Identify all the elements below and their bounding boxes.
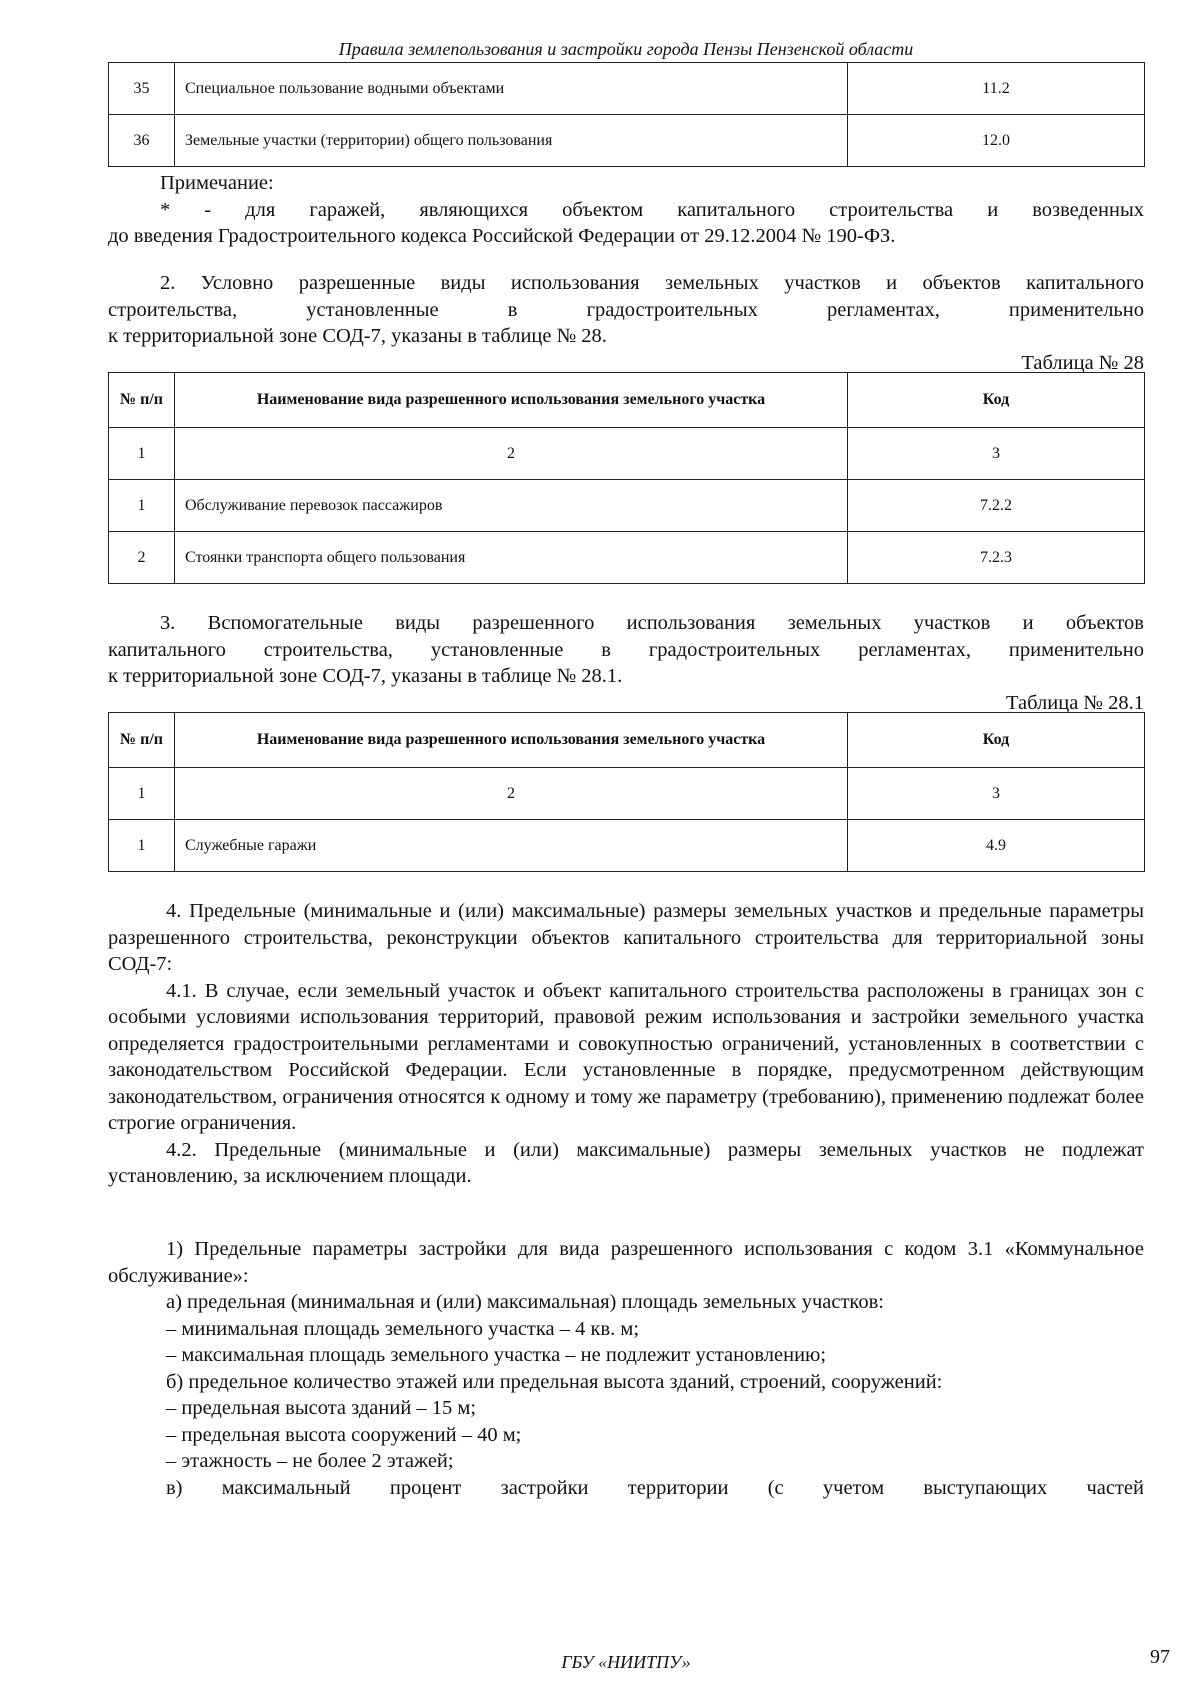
row-code: 4.9 bbox=[848, 820, 1145, 872]
table-row bbox=[109, 532, 1145, 584]
paragraph-line: 3. Вспомогательные виды разрешенного использования земельных участков и объектов bbox=[160, 612, 1144, 634]
column-header-code: Код bbox=[848, 373, 1145, 428]
paragraph-line: 2. Условно разрешенные виды использования земельных участков и объектов капитального bbox=[160, 272, 1144, 294]
column-header-number: № п/п bbox=[109, 713, 175, 768]
table-row bbox=[109, 63, 1145, 115]
note-title: Примечание: bbox=[160, 172, 274, 194]
list-heading: в) максимальный процент застройки территории (с учетом выступающих частей bbox=[166, 1476, 1144, 1499]
paragraph: 1) Предельные параметры застройки для вида разрешенного использования с кодом 3.1 «Коммунальное обслуживание»: bbox=[108, 1238, 1144, 1287]
table-header-row bbox=[109, 373, 1145, 428]
index-cell: 1 bbox=[109, 428, 175, 480]
index-cell: 2 bbox=[175, 428, 848, 480]
index-cell: 3 bbox=[848, 768, 1145, 820]
column-header-name: Наименование вида разрешенного использования земельного участка bbox=[175, 713, 848, 768]
column-header-code: Код bbox=[848, 713, 1145, 768]
table-28 bbox=[108, 372, 1145, 584]
list-item: – минимальная площадь земельного участка – 4 кв. м; bbox=[166, 1317, 640, 1340]
list-item: – предельная высота сооружений – 40 м; bbox=[166, 1423, 522, 1446]
row-number: 1 bbox=[109, 820, 175, 872]
row-name: Специальное пользование водными объектами bbox=[175, 63, 848, 115]
row-code: 11.2 bbox=[848, 63, 1145, 115]
paragraph: 4.1. В случае, если земельный участок и объект капитального строительства расположены в границах зон с особыми условиями использования территорий, правовой режим использования и застройки земельного участка определяется градостроительными регламентами и совокупностью ограничений, установленных в соответствии с законодательством Российской Федерации. Если установленные в порядке, предусмотренном действующим законодательством, ограничения относятся к одному и тому же параметру (требованию), применению подлежат более строгие ограничения. bbox=[108, 979, 1144, 1134]
note-block bbox=[108, 170, 1144, 250]
section-2 bbox=[108, 270, 1144, 376]
row-code: 7.2.3 bbox=[848, 532, 1145, 584]
row-number: 35 bbox=[109, 63, 175, 115]
top-table bbox=[108, 62, 1145, 167]
row-number: 36 bbox=[109, 115, 175, 167]
table-index-row bbox=[109, 768, 1145, 820]
table-header-row bbox=[109, 713, 1145, 768]
paragraph-line: к территориальной зоне СОД-7, указаны в таблице № 28. bbox=[108, 325, 607, 347]
row-name: Служебные гаражи bbox=[175, 820, 848, 872]
page-number: 97 bbox=[1150, 1646, 1170, 1668]
paragraph-line: строительства, установленные в градостроительных регламентах, применительно bbox=[108, 298, 1144, 321]
table-index-row bbox=[109, 428, 1145, 480]
row-name: Обслуживание перевозок пассажиров bbox=[175, 480, 848, 532]
note-line: до введения Градостроительного кодекса Российской Федерации от 29.12.2004 № 190-ФЗ. bbox=[108, 225, 896, 247]
index-cell: 3 bbox=[848, 428, 1145, 480]
list-item: – этажность – не более 2 этажей; bbox=[166, 1450, 454, 1472]
section-parameters bbox=[108, 1236, 1144, 1501]
paragraph: 4.2. Предельные (минимальные и (или) максимальные) размеры земельных участков не подлежат установлению, за исключением площади. bbox=[108, 1138, 1144, 1187]
table-caption: Таблица № 28.1 bbox=[1006, 691, 1144, 714]
row-number: 2 bbox=[109, 532, 175, 584]
table-row bbox=[109, 480, 1145, 532]
paragraph-line: к территориальной зоне СОД-7, указаны в таблице № 28.1. bbox=[108, 665, 623, 687]
list-item: – предельная высота зданий – 15 м; bbox=[166, 1397, 477, 1419]
list-heading: а) предельная (минимальная и (или) максимальная) площадь земельных участков: bbox=[166, 1291, 884, 1313]
footer: ГБУ «НИИТПУ» bbox=[561, 1652, 691, 1672]
section-3 bbox=[108, 610, 1144, 716]
paragraph: 4. Предельные (минимальные и (или) максимальные) размеры земельных участков и предельные параметры разрешенного строительства, реконструкции объектов капитального строительства для территориальной зоны СОД-7: bbox=[108, 900, 1144, 975]
note-line: * - для гаражей, являющихся объектом капитального строительства и возведенных bbox=[160, 198, 1144, 221]
index-cell: 1 bbox=[109, 768, 175, 820]
list-heading: б) предельное количество этажей или предельная высота зданий, строений, сооружений: bbox=[166, 1370, 943, 1393]
row-name: Стоянки транспорта общего пользования bbox=[175, 532, 848, 584]
list-item: – максимальная площадь земельного участка – не подлежит установлению; bbox=[166, 1344, 827, 1366]
table-row bbox=[109, 820, 1145, 872]
column-header-name: Наименование вида разрешенного использования земельного участка bbox=[175, 373, 848, 428]
table-28-1 bbox=[108, 712, 1145, 872]
row-code: 7.2.2 bbox=[848, 480, 1145, 532]
row-code: 12.0 bbox=[848, 115, 1145, 167]
table-row bbox=[109, 115, 1145, 167]
section-4 bbox=[108, 898, 1144, 1190]
row-name: Земельные участки (территории) общего пользования bbox=[175, 115, 848, 167]
table-caption: Таблица № 28 bbox=[1021, 351, 1144, 374]
running-header: Правила землепользования и застройки города Пензы Пензенской области bbox=[338, 39, 914, 59]
paragraph-line: капитального строительства, установленные в градостроительных регламентах, применительно bbox=[108, 638, 1144, 661]
column-header-number: № п/п bbox=[109, 373, 175, 428]
index-cell: 2 bbox=[175, 768, 848, 820]
row-number: 1 bbox=[109, 480, 175, 532]
